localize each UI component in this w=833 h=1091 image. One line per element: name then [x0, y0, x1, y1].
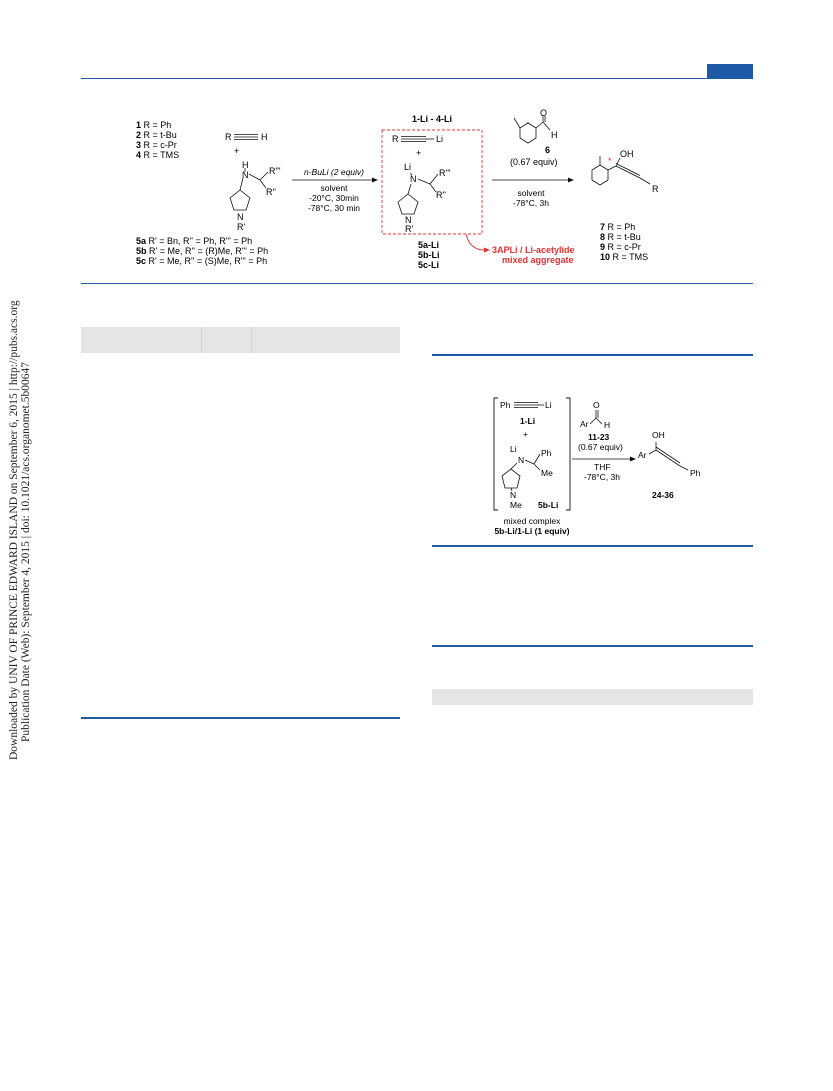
box-rpp-label: R'' — [436, 190, 446, 200]
svg-text:3 R = c-Pr — [136, 140, 177, 150]
reactant-number: 3 — [136, 140, 142, 150]
aldehyde-h: H — [604, 420, 611, 430]
product-number: 9 — [600, 242, 606, 252]
product-structure — [592, 156, 650, 185]
svg-text:5a R' = Bn, R'' = Ph, R''' = P — [136, 236, 252, 246]
product-number: 10 — [600, 252, 611, 262]
publication-line: Publication Date (Web): September 4, 2015 | doi: 10.1021/acs.organomet.5b00647 — [20, 362, 32, 742]
aldehyde-o: O — [593, 400, 600, 410]
product-text: R = t-Bu — [607, 232, 641, 242]
table-bottom-rule — [81, 717, 400, 719]
svg-text:8 R = t-Bu — [600, 232, 641, 242]
aggregate-line-2: mixed aggregate — [502, 255, 574, 265]
box-n-label: N — [410, 174, 417, 184]
plus-sign: + — [234, 146, 240, 156]
amine-rppp-label: R''' — [269, 166, 281, 176]
table2-rule — [432, 645, 753, 647]
condition-1: -20°C, 30min — [309, 193, 359, 203]
box-li-label: Li — [436, 134, 444, 144]
product-stereocenter: * — [608, 156, 612, 166]
svg-text:10 R = TMS — [600, 252, 648, 262]
product-text: R = c-Pr — [607, 242, 641, 252]
aldehyde-o: O — [540, 108, 548, 118]
amine-text: R' = Me, R'' = (S)Me, R''' = Ph — [148, 256, 268, 266]
amine-number: 5a — [136, 236, 147, 246]
condition-label: -78°C, 3h — [584, 472, 621, 482]
solvent-label: THF — [594, 462, 611, 472]
caption-line-1: mixed complex — [503, 516, 561, 526]
ph-label: Ph — [500, 400, 511, 410]
product-text: R = TMS — [612, 252, 649, 262]
reactant-number: 4 — [136, 150, 142, 160]
svg-text:5b R' = Me, R'' = (R)Me, R''' — [136, 246, 268, 256]
caption-line-2: 5b-Li/1-Li (1 equiv) — [494, 526, 570, 536]
aldehyde-structure — [514, 116, 550, 143]
amide-n: N — [518, 455, 525, 465]
scheme-1 — [130, 108, 730, 276]
box-label-5c: 5c-Li — [418, 260, 440, 270]
box-rppp-label: R''' — [439, 168, 451, 178]
product-ph: Ph — [690, 468, 701, 478]
scheme1-bottom-rule — [81, 283, 753, 284]
scheme2-bottom-rule — [432, 545, 753, 547]
amine-structure — [230, 168, 268, 210]
reactant-text: R = Ph — [143, 120, 172, 130]
condition-3: -78°C, 3h — [512, 198, 550, 208]
svg-text:1 R = Ph — [136, 120, 171, 130]
amine-rpp-label: R'' — [266, 187, 276, 197]
ring-me: Me — [510, 500, 522, 510]
svg-text:9 R = c-Pr — [600, 242, 641, 252]
box-amide-li: Li — [404, 162, 412, 172]
reactant-number: 1 — [136, 120, 142, 130]
reagent-label: n-BuLi (2 equiv) — [303, 167, 365, 177]
amine-number: 5b — [136, 246, 147, 256]
header-rule — [81, 78, 753, 79]
aldehyde-number: 6 — [545, 145, 551, 155]
download-line: Downloaded by UNIV OF PRINCE EDWARD ISLAND on September 6, 2015 | http://pubs.acs.org — [8, 300, 20, 760]
amide-li: Li — [510, 444, 517, 454]
amine-number: 5c — [136, 256, 147, 266]
condition-2: -78°C, 30 min — [307, 203, 361, 213]
compound-5bli: 5b-Li — [538, 500, 559, 510]
scheme2-top-rule — [432, 354, 753, 356]
amine-n-label: N — [242, 170, 249, 180]
product-number: 8 — [600, 232, 606, 242]
box-rp-label: R' — [405, 224, 414, 234]
product-oh: OH — [620, 149, 634, 159]
amine-text: R' = Me, R'' = (R)Me, R''' = Ph — [149, 246, 269, 256]
table2-header-band — [432, 689, 753, 705]
amine-h-label: H — [242, 160, 249, 170]
scheme-2 — [480, 390, 710, 540]
li-label: Li — [545, 400, 552, 410]
box-label-5b: 5b-Li — [418, 250, 440, 260]
reactant-number: 2 — [136, 130, 142, 140]
aldehyde-equiv: (0.67 equiv) — [510, 157, 558, 167]
svg-text:5c R' = Me, R'' = (S)Me, R''' — [136, 256, 267, 266]
compound-1li: 1-Li — [520, 416, 536, 426]
svg-text:4 R = TMS — [136, 150, 179, 160]
ring-rp-label: R' — [237, 222, 246, 232]
page-tab — [707, 64, 753, 79]
amide-me: Me — [541, 468, 553, 478]
reactant-text: R = t-Bu — [143, 130, 177, 140]
table-header-divider — [251, 327, 252, 353]
box-title: 1-Li - 4-Li — [412, 114, 452, 124]
aldehyde-number: 11-23 — [588, 432, 610, 442]
aldehyde-ar: Ar — [580, 419, 589, 429]
box-r-label: R — [392, 134, 399, 144]
alkyne-h-label: H — [261, 132, 268, 142]
aldehyde-equiv: (0.67 equiv) — [578, 442, 623, 452]
box-amide-structure — [398, 173, 438, 214]
download-notice — [8, 300, 32, 760]
product-number: 7 — [600, 222, 606, 232]
table-header-divider — [201, 327, 202, 353]
box-plus: + — [416, 148, 422, 158]
reactant-text: R = TMS — [143, 150, 180, 160]
aldehyde-h: H — [551, 130, 558, 140]
solvent-label: solvent — [320, 183, 348, 193]
product-ar: Ar — [638, 450, 647, 460]
product-oh: OH — [652, 430, 665, 440]
amide-ph: Ph — [541, 448, 552, 458]
box-ring-n: N — [405, 215, 412, 225]
product-r: R — [652, 184, 659, 194]
plus-sign: + — [523, 429, 528, 439]
table-header-band — [81, 327, 400, 353]
ring-n-label: N — [237, 212, 244, 222]
alkyne-r-label: R — [225, 132, 232, 142]
ring-n: N — [510, 490, 517, 500]
svg-text:7 R = Ph — [600, 222, 635, 232]
solvent-2: solvent — [517, 188, 545, 198]
product-text: R = Ph — [607, 222, 636, 232]
box-label-5a: 5a-Li — [418, 240, 440, 250]
aggregate-line-1: 3APLi / Li-acetylide — [492, 245, 575, 255]
amine-text: R' = Bn, R'' = Ph, R''' = Ph — [148, 236, 253, 246]
svg-text:2 R = t-Bu — [136, 130, 177, 140]
aggregate-arrow — [466, 234, 484, 250]
reactant-text: R = c-Pr — [143, 140, 177, 150]
product-number: 24-36 — [652, 490, 674, 500]
